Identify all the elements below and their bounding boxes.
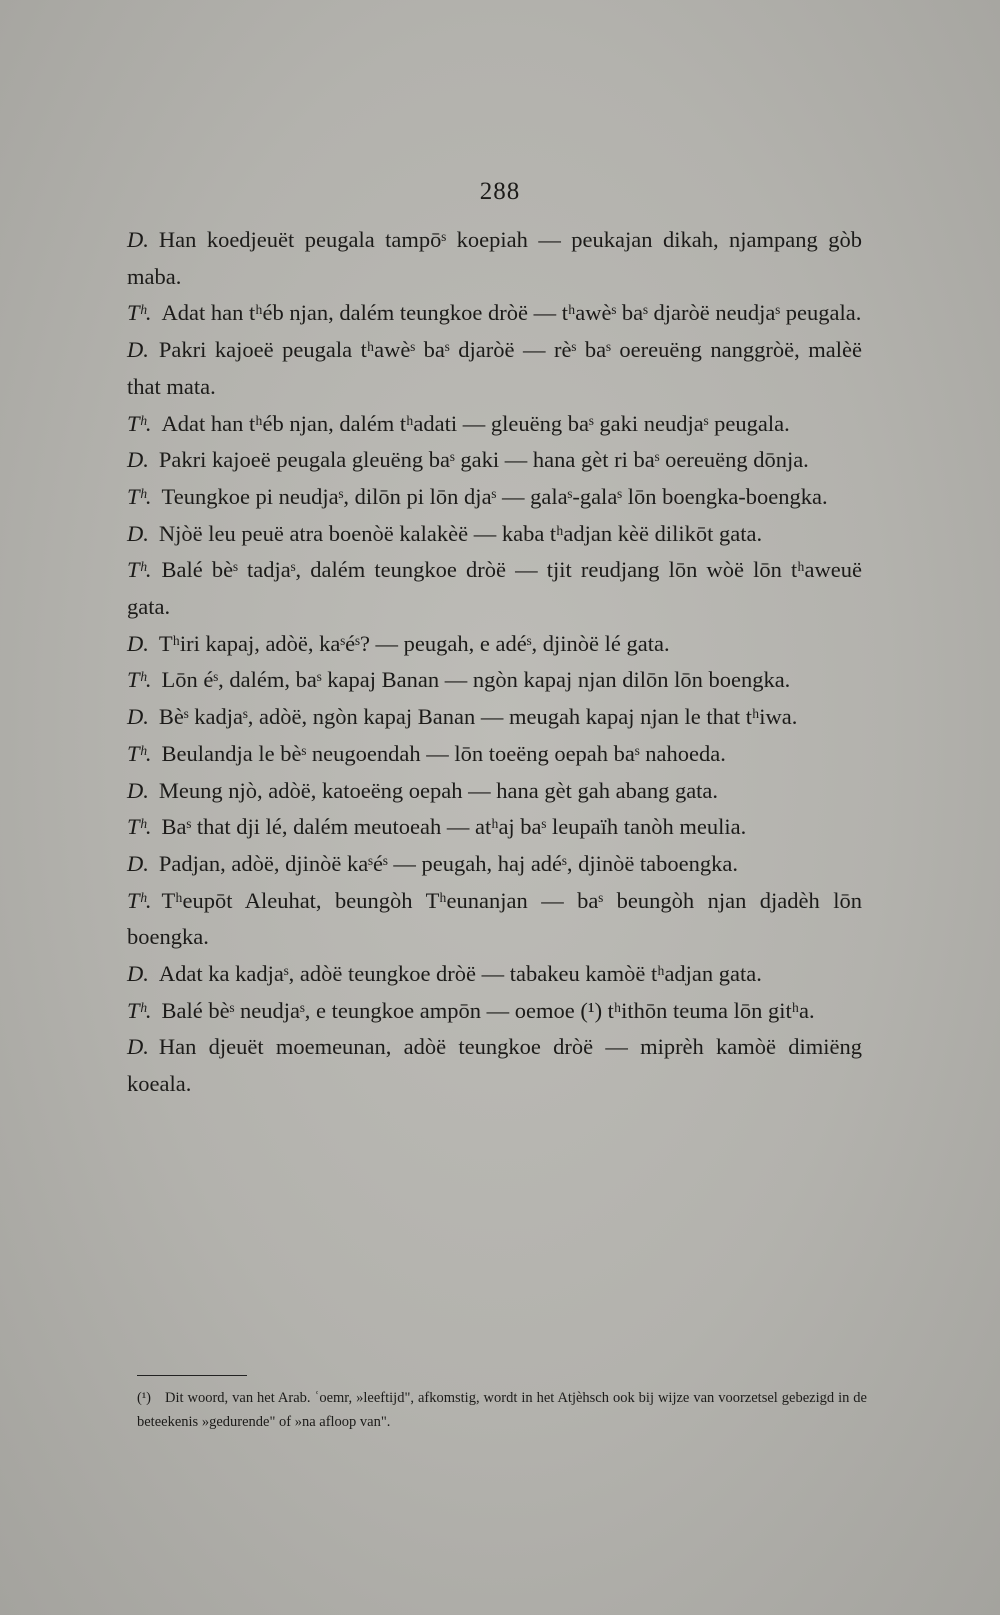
speaker-label: Tʰ. [127, 410, 152, 436]
dialogue-line [127, 442, 862, 479]
dialogue-line [127, 222, 862, 295]
line-text: Teungkoe pi neudjaˢ, dilōn pi lōn djaˢ — galaˢ-galaˢ lōn boengka-boengka. [161, 483, 828, 509]
line-text: Adat han tʰéb njan, dalém tʰadati — gleuëng baˢ gaki neudjaˢ peugala. [161, 410, 790, 436]
dialogue-line [127, 406, 862, 443]
speaker-label: D. [127, 850, 149, 876]
speaker-label: Tʰ. [127, 300, 152, 326]
speaker-label: D. [127, 630, 149, 656]
line-text: Baˢ that dji lé, dalém meutoeah — atʰaj baˢ leupaïh tanòh meulia. [161, 814, 747, 840]
line-text: Adat ka kadjaˢ, adòë teungkoe dròë — tabakeu kamòë tʰadjan gata. [158, 961, 762, 987]
speaker-label: D. [127, 777, 149, 803]
line-text: Pakri kajoeë peugala tʰawèˢ baˢ djaròë — rèˢ baˢ oereuëng nanggròë, malèë that mata. [127, 337, 862, 399]
speaker-label: D. [127, 704, 149, 730]
dialogue-line [127, 626, 862, 663]
line-text: Padjan, adòë, djinòë kaˢéˢ — peugah, haj adéˢ, djinòë taboengka. [158, 850, 739, 876]
dialogue-line [127, 479, 862, 516]
page-number: 288 [479, 178, 521, 205]
speaker-label: Tʰ. [127, 814, 152, 840]
footnote-mark: (¹) [137, 1390, 152, 1406]
dialogue-line [127, 295, 862, 332]
line-text: Bèˢ kadjaˢ, adòë, ngòn kapaj Banan — meugah kapaj njan le that tʰiwa. [158, 704, 798, 730]
speaker-label: D. [127, 520, 149, 546]
line-text: Tʰeupōt Aleuhat, beungòh Tʰeunanjan — baˢ beungòh njan djadèh lōn boengka. [127, 887, 862, 950]
line-text: Tʰiri kapaj, adòë, kaˢéˢ? — peugah, e adéˢ, djinòë lé gata. [158, 630, 670, 656]
dialogue-line [127, 662, 862, 699]
line-text: Han koedjeuët peugala tampōˢ koepiah — peukajan dikah, njampang gòb maba. [127, 227, 862, 289]
speaker-label: Tʰ. [127, 557, 152, 583]
line-text: Lōn éˢ, dalém, baˢ kapaj Banan — ngòn kapaj njan dilōn lōn boengka. [161, 667, 791, 693]
speaker-label: D. [127, 961, 149, 987]
line-text: Han djeuët moemeunan, adòë teungkoe dròë — miprèh kamòë dimiëng koeala. [127, 1034, 862, 1097]
dialogue-text [127, 222, 862, 1103]
speaker-label: Tʰ. [127, 483, 152, 509]
dialogue-line [127, 993, 862, 1030]
dialogue-line [127, 883, 862, 956]
line-text: Pakri kajoeë peugala gleuëng baˢ gaki — hana gèt ri baˢ oereuëng dōnja. [158, 447, 809, 473]
footnote-text: Dit woord, van het Arab. ʿoemr, »leeftijd", afkomstig, wordt in het Atjèhsch ook bij wijze van voorzetsel gebezigd in de beteekenis »gedurende" of »na afloop van". [137, 1390, 867, 1430]
speaker-label: Tʰ. [127, 667, 152, 693]
speaker-label: Tʰ. [127, 997, 152, 1023]
speaker-label: D. [127, 1034, 149, 1060]
dialogue-line [127, 332, 862, 405]
dialogue-line [127, 516, 862, 553]
speaker-label: D. [127, 447, 149, 473]
line-text: Balé bèˢ tadjaˢ, dalém teungkoe dròë — tjit reudjang lōn wòë lōn tʰaweuë gata. [127, 557, 862, 620]
dialogue-line [127, 552, 862, 625]
dialogue-line [127, 809, 862, 846]
footnote-divider [137, 1375, 247, 1376]
dialogue-line [127, 773, 862, 810]
line-text: Beulandja le bèˢ neugoendah — lōn toeëng oepah baˢ nahoeda. [161, 740, 726, 766]
dialogue-line [127, 699, 862, 736]
line-text: Njòë leu peuë atra boenòë kalakèë — kaba tʰadjan kèë dilikōt gata. [158, 520, 763, 546]
footnote [137, 1386, 867, 1434]
dialogue-line [127, 736, 862, 773]
speaker-label: D. [127, 337, 149, 363]
speaker-label: Tʰ. [127, 887, 152, 913]
line-text: Meung njò, adòë, katoeëng oepah — hana gèt gah abang gata. [158, 777, 719, 803]
dialogue-line [127, 956, 862, 993]
speaker-label: D. [127, 227, 149, 252]
line-text: Adat han tʰéb njan, dalém teungkoe dròë — tʰawèˢ baˢ djaròë neudjaˢ peugala. [161, 300, 862, 326]
dialogue-line [127, 846, 862, 883]
line-text: Balé bèˢ neudjaˢ, e teungkoe ampōn — oemoe (¹) tʰithōn teuma lōn gitʰa. [161, 997, 815, 1023]
dialogue-line [127, 1029, 862, 1102]
speaker-label: Tʰ. [127, 740, 152, 766]
